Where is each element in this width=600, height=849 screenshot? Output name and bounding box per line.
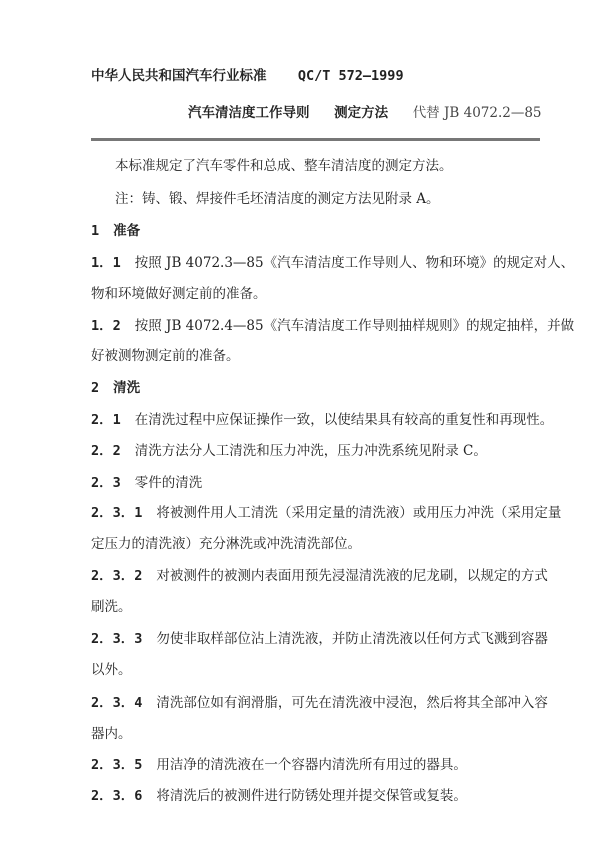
doc-title: 汽车清洁度工作导则 [188, 105, 310, 121]
clause-2-3-3-cont: 以外。 [91, 662, 132, 678]
clause-2-3-2-cont: 刷洗。 [91, 599, 132, 615]
clause-1-2-cont: 好被测物测定前的准备。 [91, 348, 240, 364]
clause-2-1: 2．1 在清洗过程中应保证操作一致，以使结果具有较高的重复性和再现性。 [91, 412, 554, 428]
clause-2-3-6: 2．3．6 将清洗后的被测件进行防锈处理并提交保管或复装。 [91, 788, 467, 804]
clause-2-3: 2．3 零件的清洗 [91, 475, 203, 491]
section-2-heading: 2 清洗 [91, 380, 141, 396]
header-line-2 [188, 104, 542, 122]
clause-2-3-1: 2．3．1 将被测件用人工清洗（采用定量的清洗液）或用压力冲洗（采用定量 [91, 505, 562, 521]
note-paragraph: 注：铸、锻、焊接件毛坯清洁度的测定方法见附录 A。 [115, 191, 440, 207]
doc-subtitle: 测定方法 [334, 105, 389, 121]
clause-2-3-4: 2．3．4 清洗部位如有润滑脂，可先在清洗液中浸泡，然后将其全部冲入容 [91, 695, 548, 711]
replaces-note: 代替 JB 4072.2—85 [412, 105, 542, 121]
header-line-1 [91, 67, 404, 85]
scope-paragraph: 本标准规定了汽车零件和总成、整车清洁度的测定方法。 [115, 158, 453, 174]
clause-2-3-5: 2．3．5 用洁净的清洗液在一个容器内清洗所有用过的器具。 [91, 757, 467, 773]
clause-2-3-4-cont: 器内。 [91, 726, 132, 742]
org-standard: 中华人民共和国汽车行业标准 [91, 68, 267, 84]
clause-2-3-2: 2．3．2 对被测件的被测内表面用预先浸湿清洗液的尼龙刷，以规定的方式 [91, 568, 548, 584]
section-1-heading: 1 准备 [91, 223, 141, 239]
clause-1-1-cont: 物和环境做好测定前的准备。 [91, 286, 267, 302]
clause-2-2: 2．2 清洗方法分人工清洗和压力冲洗，压力冲洗系统见附录 C。 [91, 443, 487, 459]
clause-1-1: 1．1 按照 JB 4072.3—85《汽车清洁度工作导则人、物和环境》的规定对人、 [91, 255, 575, 271]
clause-2-3-3: 2．3．3 勿使非取样部位沾上清洗液，并防止清洗液以任何方式飞溅到容器 [91, 631, 548, 647]
standard-code: QC/T 572—1999 [297, 68, 404, 84]
clause-2-3-1-cont: 定压力的清洗液）充分淋洗或冲洗清洗部位。 [91, 536, 361, 552]
clause-1-2: 1．2 按照 JB 4072.4—85《汽车清洁度工作导则抽样规则》的规定抽样，并做 [91, 318, 575, 334]
header-divider [91, 138, 540, 141]
